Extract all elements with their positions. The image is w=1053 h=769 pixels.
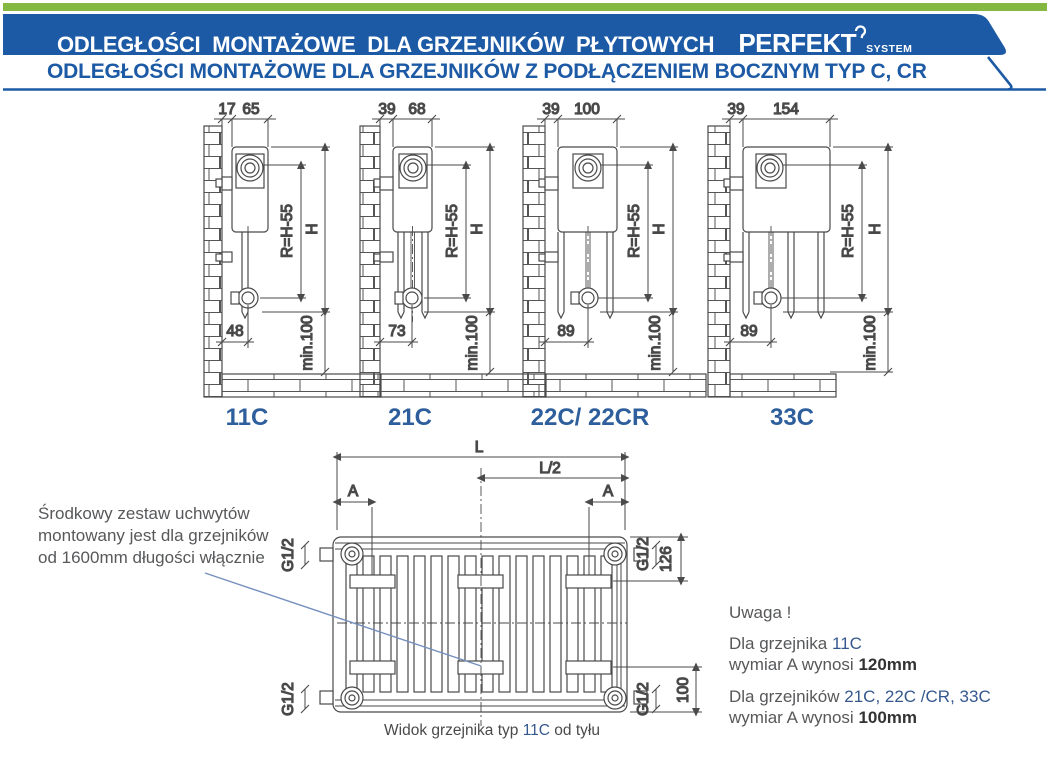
type-label-33c: 33C (769, 404, 815, 431)
warning-line-1 (729, 633, 1019, 654)
warning-line-1-text: Dla grzejnika (729, 634, 832, 653)
type-label-11c: 11C (225, 404, 269, 431)
warning-line-2-value: 120mm (858, 655, 918, 674)
diagram-22c (523, 101, 706, 397)
warning-line-4-value: 100mm (858, 708, 918, 727)
dim-thread-top-right: G1/2 (635, 537, 652, 571)
dim-depth-21c: 68 (408, 101, 426, 118)
dim-length: L (474, 439, 484, 456)
dim-min-22c: min.100 (647, 315, 664, 371)
dim-bracket-to-bottom: 100 (675, 677, 692, 703)
floor-33c (730, 374, 836, 397)
dim-depth-22c: 100 (574, 101, 600, 118)
warning-line-4 (729, 707, 1019, 728)
caption-type: 11C (522, 722, 550, 739)
dim-thread-bottom-right: G1/2 (635, 682, 652, 716)
diagram-33c (708, 101, 893, 397)
warning-line-3-types: 21C, 22C /CR, 33C (844, 687, 991, 706)
dim-radius-33c: R=H-55 (840, 204, 857, 258)
page-title: ODLEGŁOŚCI MONTAŻOWE DLA GRZEJNIKÓW PŁYTOWYCH (57, 32, 715, 57)
bracket-note-line-2: montowany jest dla grzejników (38, 526, 269, 545)
warning-line-2-text: wymiar A wynosi (729, 655, 859, 674)
dim-radius-22c: R=H-55 (626, 204, 643, 258)
bracket-upper-11c (222, 177, 232, 190)
dim-radius-21c: R=H-55 (444, 204, 461, 258)
dim-wall-gap-33c: 39 (727, 101, 745, 118)
dim-bottom-33c: 89 (740, 323, 758, 340)
dim-bracket-offset-left: A (347, 483, 359, 500)
bracket-note (38, 503, 288, 569)
bracket-note-line-1: Środkowy zestaw uchwytów (38, 504, 250, 523)
dim-radius-11c: R=H-55 (279, 204, 296, 258)
warning-line-3 (729, 686, 1019, 707)
page-subtitle: ODLEGŁOŚCI MONTAŻOWE DLA GRZEJNIKÓW Z PODŁĄCZENIEM BOCZNYM TYP C, CR (47, 60, 927, 83)
bracket-lower-22c (545, 252, 558, 262)
bracket-upper-33c (730, 177, 743, 190)
rear-view-diagram (205, 439, 702, 726)
bracket-note-line-3: od 1600mm długości włącznie (38, 548, 265, 567)
floor-11c (222, 374, 381, 397)
warning-gap (729, 675, 1019, 686)
rear-view-caption (342, 722, 642, 740)
dim-height-11c: H (304, 223, 321, 235)
dim-bottom-11c: 48 (226, 323, 244, 340)
dim-top-to-bracket: 126 (658, 546, 675, 572)
dim-wall-gap-21c: 39 (378, 101, 396, 118)
dim-height-21c: H (469, 223, 486, 235)
dim-min-11c: min.100 (299, 315, 316, 371)
dim-thread-bottom-left: G1/2 (280, 682, 297, 716)
dim-height-22c: H (651, 223, 668, 235)
brand-logo: PERFEKT (738, 28, 857, 58)
warning-line-3-text: Dla grzejników (729, 687, 845, 706)
type-label-21c: 21C (387, 404, 433, 431)
dim-thread-top-left: G1/2 (280, 538, 297, 572)
dim-wall-gap-11c: 17 (218, 101, 236, 118)
warning-line-2 (729, 654, 1019, 675)
dim-wall-gap-22c: 39 (542, 101, 560, 118)
bracket-upper-22c (545, 177, 558, 190)
type-label-22c: 22C/ 22CR (530, 404, 650, 431)
diagram-11c (204, 101, 381, 397)
bracket-lower-33c (730, 252, 743, 262)
dim-bracket-offset-right: A (602, 483, 614, 500)
dim-min-21c: min.100 (464, 315, 481, 371)
warning-note (729, 602, 1019, 728)
caption-suffix: od tyłu (550, 722, 600, 739)
bracket-lower-21c (380, 252, 393, 262)
caption-prefix: Widok grzejnika typ (384, 722, 523, 739)
warning-line-1-type: 11C (832, 634, 862, 653)
dim-min-33c: min.100 (862, 315, 879, 371)
radiator-body-11c (232, 147, 268, 232)
diagram-21c (360, 101, 546, 397)
floor-22c (545, 374, 706, 397)
bracket-lower-11c (222, 252, 232, 262)
brand-sub: SYSTEM (866, 43, 913, 55)
rear-radiator-body (333, 537, 627, 712)
dim-depth-11c: 65 (242, 101, 260, 118)
dim-height-33c: H (867, 223, 884, 235)
dim-depth-33c: 154 (773, 101, 799, 118)
dim-half-length: L/2 (539, 460, 561, 477)
dim-bottom-21c: 73 (388, 323, 406, 340)
radiator-body-22c (558, 147, 617, 232)
floor-21c (380, 374, 546, 397)
warning-title: Uwaga ! (729, 603, 792, 622)
bracket-upper-21c (380, 177, 393, 190)
warning-line-4-text: wymiar A wynosi (729, 708, 859, 727)
dim-bottom-22c: 89 (557, 323, 575, 340)
